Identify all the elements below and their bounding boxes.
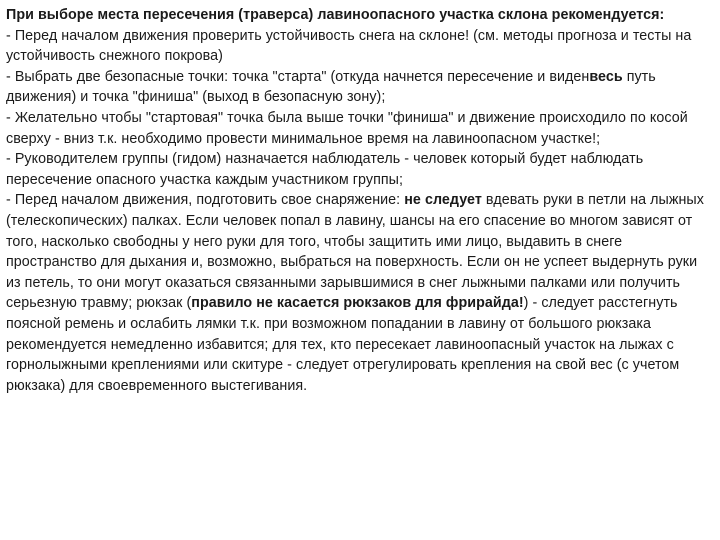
item-safe-points-text-2: путь движения) и точка "финиша" (выход в безопасную зону);	[6, 68, 656, 106]
item-equipment	[6, 190, 714, 396]
item-equipment-emphasis-1: не следует	[404, 192, 482, 209]
item-equipment-text-3: ) - следует расстегнуть поясной ремень и ослабить лямки т.к. при возможном попадании в лавину от большого рюкзака рекомендуется немедленно избавится; для тех, кто пересекает лавиноопасный участок на лыжах с горнолыжными креплениями или скитуре - следует отрегулировать крепления на свой вес (с учетом рюкзака) для своевременного выстегивания.	[6, 295, 680, 394]
item-safe-points	[6, 67, 714, 108]
heading: При выборе места пересечения (траверса) лавиноопасного участка склона рекомендуется:	[6, 7, 665, 23]
item-stability-check: - Перед началом движения проверить устойчивость снега на склоне! (см. методы прогноза и тесты на устойчивость снежного покрова)	[6, 27, 692, 65]
item-diagonal-route: - Желательно чтобы "стартовая" точка была выше точки "финиша" и движение происходило по косой сверху - вниз т.к. необходимо провести минимальное время на лавиноопасном участке!;	[6, 109, 688, 147]
item-observer: - Руководителем группы (гидом) назначается наблюдатель - человек который будет наблюдать пересечение опасного участка каждым участником группы;	[6, 151, 644, 188]
item-safe-points-emphasis: весь	[589, 68, 623, 85]
item-equipment-emphasis-2: правило не касается рюкзаков для фрирайда!	[191, 295, 524, 312]
item-safe-points-text-1: - Выбрать две безопасные точки: точка "старта" (откуда начнется пересечение и виден	[6, 68, 590, 85]
text-block	[6, 5, 714, 396]
item-equipment-text-2: вдевать руки в петли на лыжных (телескопических) палках. Если человек попал в лавину, шансы на его спасение во многом зависят от того, насколько свободны у него руки для того, чтобы защитить ими лицо, выдавить в снеге пространство для дыхания и, возможно, выбраться на поверхность. Если он не успеет выдернуть руки из петель, то они могут оказаться связанными зарывшимися в снег лыжными палками или получить серьезную травму; рюкзак (	[6, 192, 704, 312]
item-equipment-text-1: - Перед началом движения, подготовить свое снаряжение:	[6, 192, 405, 209]
